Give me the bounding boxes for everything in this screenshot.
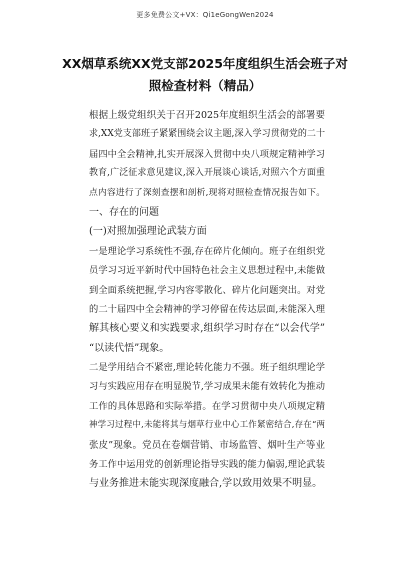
body-line: 务工作中运用党的创新理论指导实践的能力偏弱,理论武装 bbox=[89, 459, 325, 471]
body-line: 习与实践应用存在明显脱节,学习成果未能有效转化为推动 bbox=[89, 381, 325, 393]
document-title bbox=[44, 53, 366, 97]
body-line: 二是学用结合不紧密,理论转化能力不强。班子组织理论学 bbox=[89, 362, 325, 374]
body-line: 工作的具体思路和实际举措。在学习贯彻中央八项规定精 bbox=[89, 400, 325, 412]
body-line: 届四中全会精神,扎实开展深入贯彻中央八项规定精神学习 bbox=[89, 148, 325, 160]
title-line-1: XX烟草系统XX党支部2025年度组织生活会班子对 bbox=[62, 56, 348, 71]
title-line-2: 照检查材料（精品） bbox=[148, 78, 262, 93]
body-line: 的二十届四中全会精神的学习停留在传达层面,未能深入理 bbox=[89, 303, 325, 315]
body-line: 根据上级党组织关于召开2025年度组织生活会的部署要 bbox=[89, 110, 325, 121]
section-heading: 一、存在的问题 bbox=[89, 206, 159, 218]
body-line: 与业务推进未能实现深度融合,学以致用效果不明显。 bbox=[89, 478, 323, 490]
body-line: 教育,广泛征求意见建议,深入开展谈心谈话,对照六个方面重 bbox=[89, 168, 325, 179]
header-note: 更多免费公文+VX：Qi1eGongWen2024 bbox=[136, 11, 274, 19]
body-line: 一是理论学习系统性不强,存在碎片化倾向。班子在组织党 bbox=[89, 245, 325, 257]
subsection-heading: (一)对照加强理论武装方面 bbox=[89, 226, 207, 238]
body-line: 求,XX党支部班子紧紧围绕会议主题,深入学习贯彻党的二十 bbox=[89, 129, 325, 140]
body-line: 张皮”现象。党员在卷烟营销、市场监管、烟叶生产等业 bbox=[89, 439, 325, 451]
body-line: 到全面系统把握,学习内容零散化、碎片化问题突出。对党 bbox=[89, 284, 325, 296]
body-line: 神学习过程中,未能将其与烟草行业中心工作紧密结合,存在“两 bbox=[89, 420, 325, 431]
body-line: 员学习习近平新时代中国特色社会主义思想过程中,未能做 bbox=[89, 265, 325, 277]
body-line: 点内容进行了深刻查摆和剖析,现将对照检查情况报告如下。 bbox=[89, 187, 325, 198]
body-line: “以读代悟”现象。 bbox=[89, 342, 170, 354]
body-line: 解其核心要义和实践要求,组织学习时存在“以会代学” bbox=[89, 323, 325, 335]
document-body bbox=[89, 106, 325, 494]
